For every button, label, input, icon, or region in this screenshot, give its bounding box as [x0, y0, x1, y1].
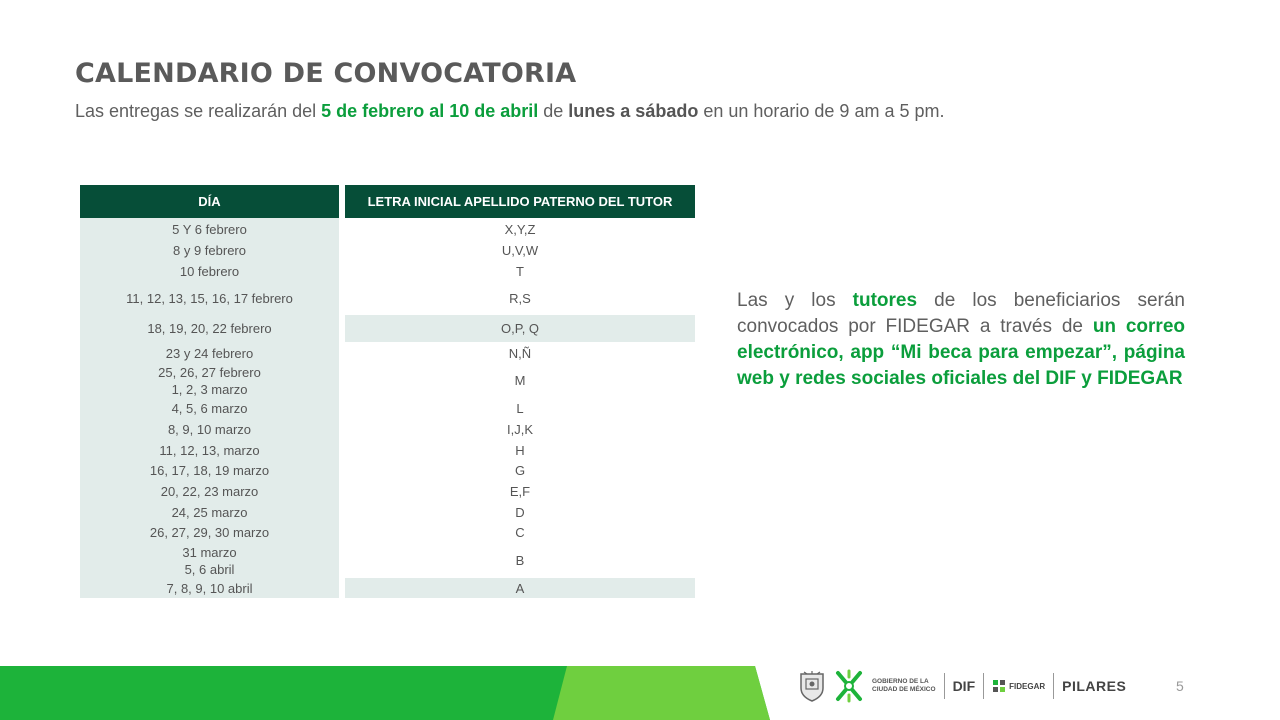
fidegar-mark-icon — [992, 679, 1006, 693]
subtitle-days: lunes a sábado — [568, 101, 699, 121]
letter-text: M — [514, 373, 526, 388]
letter-text: B — [515, 553, 525, 568]
letter-text: R,S — [509, 290, 531, 306]
table-cell-letter — [345, 315, 695, 342]
day-text: 8 y 9 febrero — [173, 243, 246, 258]
table-cell-day — [80, 502, 339, 522]
day-text: 11, 12, 13, 15, 16, 17 febrero — [126, 290, 293, 306]
letter-text: D — [515, 504, 525, 520]
day-text: 25, 26, 27 febrero — [158, 364, 261, 380]
fidegar-text: FIDEGAR — [1009, 681, 1046, 691]
table-cell-letter — [345, 240, 695, 261]
table-cell-day — [80, 440, 339, 460]
gobierno-cdmx-logo — [872, 678, 936, 694]
table-cell-day — [80, 363, 339, 398]
note-text-1: Las y los — [737, 290, 853, 311]
footer-logos — [798, 668, 1126, 704]
day-text: 16, 17, 18, 19 marzo — [149, 463, 270, 478]
gobierno-line-2: CIUDAD DE MÉXICO — [872, 686, 936, 693]
day-text: 7, 8, 9, 10 abril — [166, 580, 253, 596]
letter-text: U,V,W — [501, 243, 539, 258]
day-text: 8, 9, 10 marzo — [167, 422, 252, 437]
table-cell-letter — [345, 261, 695, 281]
note-channels: un correo electrónico, app “Mi beca para empezar”, página web y redes sociales oficiales del DIF y FIDEGAR — [737, 316, 1185, 389]
day-text: 31 marzo — [182, 544, 237, 560]
table-cell-letter — [345, 419, 695, 440]
table-cell-day — [80, 543, 339, 578]
day-text: 11, 12, 13, marzo — [159, 442, 260, 458]
table-cell-letter — [345, 502, 695, 522]
letter-text: N,Ñ — [508, 345, 532, 361]
table-cell-letter — [345, 281, 695, 315]
table-cell-day — [80, 481, 339, 502]
pilares-logo: PILARES — [1062, 678, 1127, 694]
day-text-line-2: 1, 2, 3 marzo — [171, 381, 248, 397]
table-cell-day — [80, 419, 339, 440]
table-cell-day — [80, 240, 339, 261]
day-text-line-2: 5, 6 abril — [184, 561, 235, 577]
letter-text: C — [515, 525, 525, 540]
subtitle-text-2: de — [538, 101, 569, 121]
table-cell-letter — [345, 481, 695, 502]
letter-text: G — [514, 463, 526, 478]
letter-text: X,Y,Z — [504, 222, 536, 237]
table-cell-letter — [345, 398, 695, 419]
table-cell-day — [80, 578, 339, 598]
day-text: 10 febrero — [179, 263, 240, 279]
table-cell-letter — [345, 543, 695, 578]
day-text: 18, 19, 20, 22 febrero — [147, 321, 272, 336]
letter-text: L — [516, 401, 524, 416]
table-cell-day — [80, 261, 339, 281]
gobierno-line-1: GOBIERNO DE LA — [872, 678, 929, 685]
subtitle — [75, 101, 944, 122]
day-text: 20, 22, 23 marzo — [160, 484, 259, 499]
letter-text: T — [516, 263, 524, 279]
table-cell-letter — [345, 460, 695, 481]
letter-text: O,P, Q — [500, 321, 540, 336]
table-cell-letter — [345, 363, 695, 398]
dif-logo: DIF — [952, 678, 976, 694]
page-title: CALENDARIO DE CONVOCATORIA — [75, 58, 577, 89]
fidegar-logo — [992, 679, 1045, 693]
logo-separator — [983, 673, 984, 699]
table-cell-day — [80, 522, 339, 543]
table-cell-letter — [345, 343, 695, 363]
note-text-2: de los beneficiarios serán convocados por FIDEGAR a través de — [737, 290, 1185, 337]
subtitle-text-1: Las entregas se realizarán del — [75, 101, 322, 121]
table-header-letter: LETRA INICIAL APELLIDO PATERNO DEL TUTOR — [345, 185, 695, 218]
note-tutors: tutores — [852, 290, 918, 311]
table-cell-day — [80, 315, 339, 342]
cdmx-shield-icon — [798, 670, 826, 702]
table-cell-day — [80, 281, 339, 315]
day-text: 24, 25 marzo — [171, 504, 248, 520]
page-number: 5 — [1176, 678, 1184, 694]
cdmx-emblem-icon — [834, 669, 864, 703]
table-cell-letter — [345, 219, 695, 240]
table-cell-day — [80, 460, 339, 481]
table-cell-day — [80, 343, 339, 363]
letter-text: I,J,K — [506, 422, 533, 437]
day-text: 26, 27, 29, 30 marzo — [149, 525, 270, 540]
subtitle-dates: 5 de febrero al 10 de abril — [321, 101, 539, 121]
table-cell-letter — [345, 522, 695, 543]
day-text: 5 Y 6 febrero — [172, 222, 247, 237]
table-cell-day — [80, 398, 339, 419]
convocation-note — [737, 288, 1185, 392]
table-cell-letter — [345, 578, 695, 598]
day-text: 23 y 24 febrero — [165, 345, 254, 361]
table-header-day: DÍA — [80, 185, 339, 218]
table-cell-letter — [345, 440, 695, 460]
logo-separator — [1053, 673, 1054, 699]
letter-text: H — [515, 442, 525, 458]
table-cell-day — [80, 219, 339, 240]
subtitle-text-3: en un horario de 9 am a 5 pm. — [698, 101, 945, 121]
letter-text: A — [515, 580, 525, 596]
letter-text: E,F — [509, 484, 531, 499]
day-text: 4, 5, 6 marzo — [171, 401, 248, 416]
logo-separator — [944, 673, 945, 699]
